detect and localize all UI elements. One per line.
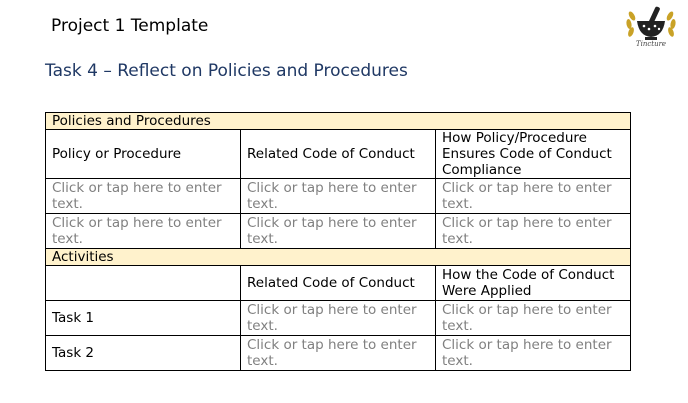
column-header: Policy or Procedure [46, 130, 241, 179]
reflection-table [45, 112, 631, 371]
task-heading: Task 4 – Reflect on Policies and Procedures [45, 61, 408, 81]
code-input-cell[interactable]: Click or tap here to enter text. [241, 336, 436, 371]
code-input-cell[interactable]: Click or tap here to enter text. [241, 301, 436, 336]
column-header: Related Code of Conduct [241, 130, 436, 179]
table-row [46, 214, 631, 249]
policies-section-label: Policies and Procedures [46, 113, 631, 130]
code-input-cell[interactable]: Click or tap here to enter text. [241, 214, 436, 249]
task-label: Task 1 [46, 301, 241, 336]
applied-input-cell[interactable]: Click or tap here to enter text. [436, 336, 631, 371]
activities-header-row [46, 266, 631, 301]
policies-header-row [46, 130, 631, 179]
table-row [46, 301, 631, 336]
compliance-input-cell[interactable]: Click or tap here to enter text. [436, 214, 631, 249]
policy-input-cell[interactable]: Click or tap here to enter text. [46, 214, 241, 249]
table-row [46, 179, 631, 214]
table-row [46, 336, 631, 371]
column-header: How the Code of Conduct Were Applied [436, 266, 631, 301]
activities-section-row [46, 249, 631, 266]
policies-section-row [46, 113, 631, 130]
policy-input-cell[interactable]: Click or tap here to enter text. [46, 179, 241, 214]
column-header: Related Code of Conduct [241, 266, 436, 301]
activities-section-label: Activities [46, 249, 631, 266]
mortar-pestle-icon [622, 4, 680, 58]
code-input-cell[interactable]: Click or tap here to enter text. [241, 179, 436, 214]
logo-text: Tincture [635, 40, 667, 48]
column-header: How Policy/Procedure Ensures Code of Conduct Compliance [436, 130, 631, 179]
document-title: Project 1 Template [51, 16, 209, 36]
column-header [46, 266, 241, 301]
task-label: Task 2 [46, 336, 241, 371]
compliance-input-cell[interactable]: Click or tap here to enter text. [436, 179, 631, 214]
applied-input-cell[interactable]: Click or tap here to enter text. [436, 301, 631, 336]
tincture-logo [622, 4, 680, 58]
